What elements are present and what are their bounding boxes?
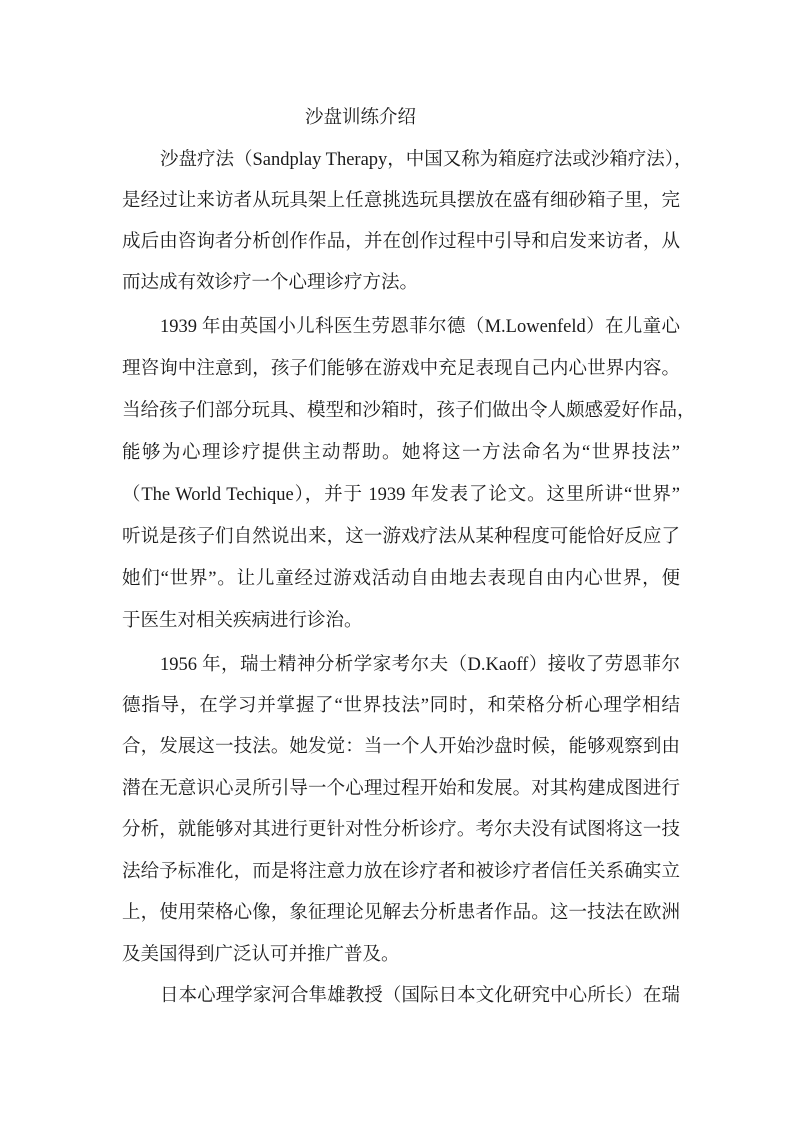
paragraph-line: 当给孩子们部分玩具、模型和沙箱时，孩子们做出令人颇感爱好作品， <box>122 401 696 421</box>
document-title: 沙盘训练介绍 <box>305 108 417 128</box>
paragraph-line: 潜在无意识心灵所引导一个心理过程开始和发展。对其构建成图进行 <box>122 779 680 799</box>
paragraph-line: 听说是孩子们自然说出来，这一游戏疗法从某种程度可能恰好反应了 <box>122 527 680 547</box>
paragraph-line: 于医生对相关疾病进行诊治。 <box>122 611 363 631</box>
paragraph-line: 她们“世界”。让儿童经过游戏活动自由地去表现自由内心世界，便 <box>122 569 680 589</box>
paragraph-line: 1956 年，瑞士精神分析学家考尔夫（D.Kaoff）接收了劳恩菲尔 <box>160 655 680 675</box>
paragraph-line: 1939 年由英国小儿科医生劳恩菲尔德（M.Lowenfeld）在儿童心 <box>160 317 680 337</box>
paragraph-line: 日本心理学家河合隼雄教授（国际日本文化研究中心所长）在瑞 <box>160 986 680 1006</box>
paragraph-line: 沙盘疗法（Sandplay Therapy，中国又称为箱庭疗法或沙箱疗法）， <box>160 150 693 170</box>
paragraph-line: 成后由咨询者分析创作作品，并在创作过程中引导和启发来访者，从 <box>122 232 680 252</box>
paragraph-line: 是经过让来访者从玩具架上任意挑选玩具摆放在盛有细砂箱子里，完 <box>122 191 680 211</box>
paragraph-line: 而达成有效诊疗一个心理诊疗方法。 <box>122 273 419 293</box>
paragraph-line: 合，发展这一技法。她发觉：当一个人开始沙盘时候，能够观察到由 <box>122 737 680 757</box>
paragraph-line: 能够为心理诊疗提供主动帮助。她将这一方法命名为“世界技法” <box>122 443 680 463</box>
paragraph-line: 及美国得到广泛认可并推广普及。 <box>122 945 400 965</box>
paragraph-line: （The World Techique），并于 1939 年发表了论文。这里所讲“世界” <box>122 485 680 505</box>
paragraph-line: 分析，就能够对其进行更针对性分析诊疗。考尔夫没有试图将这一技 <box>122 820 680 840</box>
paragraph-line: 法给予标准化，而是将注意力放在诊疗者和被诊疗者信任关系确实立 <box>122 862 680 882</box>
paragraph-line: 德指导，在学习并掌握了“世界技法”同时，和荣格分析心理学相结 <box>122 696 680 716</box>
paragraph-line: 理咨询中注意到，孩子们能够在游戏中充足表现自己内心世界内容。 <box>122 359 680 379</box>
paragraph-line: 上，使用荣格心像，象征理论见解去分析患者作品。这一技法在欧洲 <box>122 903 680 923</box>
